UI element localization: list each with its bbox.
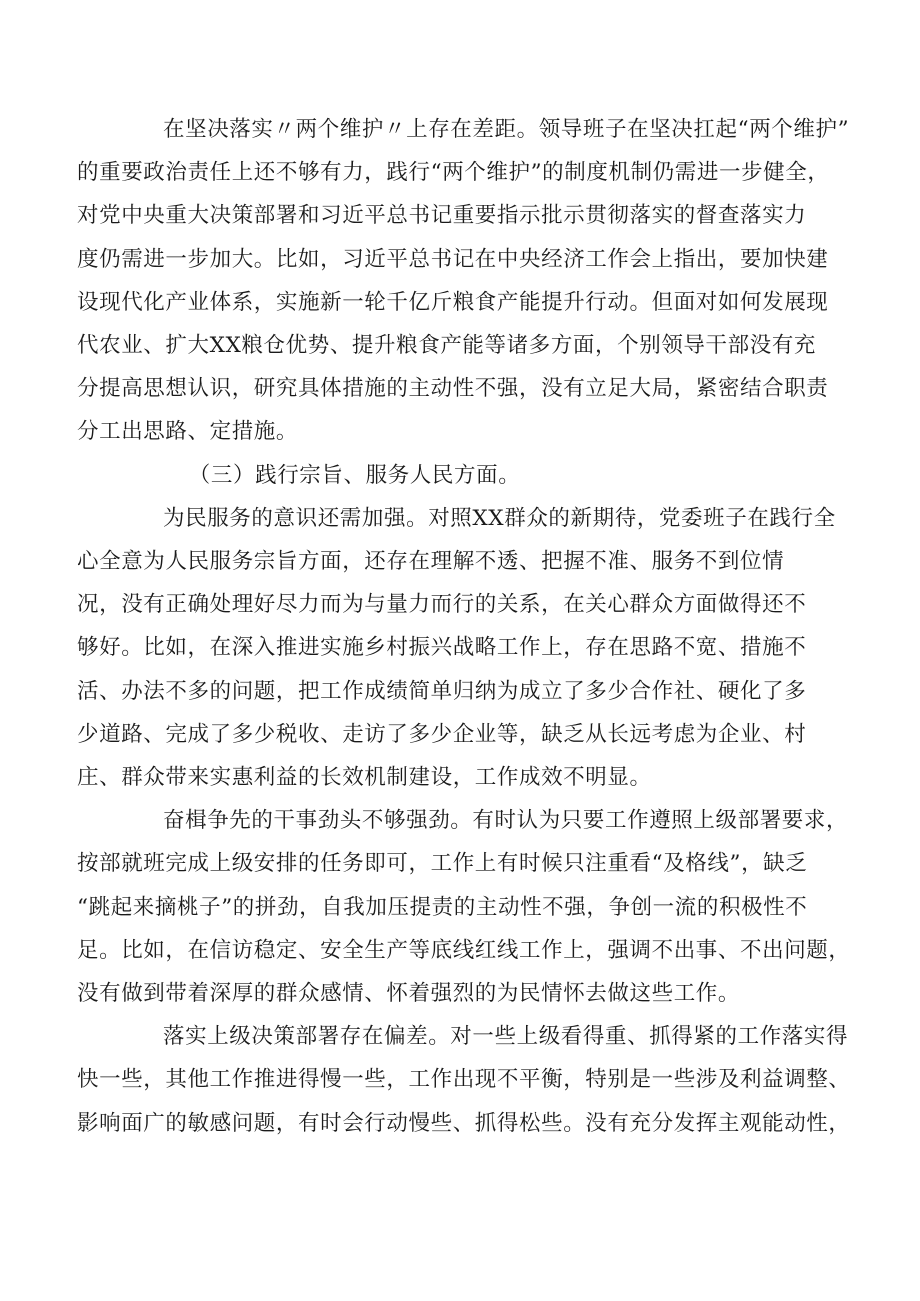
heading-line: （三）践行宗旨、服务人民方面。 xyxy=(188,462,521,488)
text-line: 影响面广的敏感问题，有时会行动慢些、抓得松些。没有充分发挥主观能动性， xyxy=(77,1110,851,1136)
text-line: 落实上级决策部署存在偏差。对一些上级看得重、抓得紧的工作落实得 xyxy=(163,1024,849,1050)
paragraph-service-awareness xyxy=(77,497,877,799)
text-line: 设现代化产业体系，实施新一轮千亿斤粮食产能提升行动。但面对如何发展现 xyxy=(77,289,829,315)
text-line: 为民服务的意识还需加强。对照XX群众的新期待，党委班子在践行全 xyxy=(163,505,836,531)
text-line: 奋楫争先的干事劲头不够强劲。有时认为只要工作遵照上级部署要求， xyxy=(163,808,849,834)
text-line: 庄、群众带来实惠利益的长效机制建设，工作成效不明显。 xyxy=(77,765,652,791)
text-line: 活、办法不多的问题，把工作成绩简单归纳为成立了多少合作社、硬化了多 xyxy=(77,678,807,704)
text-line: 分提高思想认识，研究具体措施的主动性不强，没有立足大局，紧密结合职责 xyxy=(77,376,829,402)
document-body xyxy=(77,108,877,1145)
text-line: 的重要政治责任上还不够有力，践行“两个维护”的制度机制仍需进一步健全， xyxy=(77,160,830,186)
text-line: 度仍需进一步加大。比如，习近平总书记在中央经济工作会上指出，要加快建 xyxy=(77,246,829,272)
section-heading-three xyxy=(77,454,877,497)
text-line: 在坚决落实〃两个维护〃上存在差距。领导班子在坚决扛起“两个维护” xyxy=(163,117,850,142)
text-line: 少道路、完成了多少税收、走访了多少企业等，缺乏从长远考虑为企业、村 xyxy=(77,721,807,747)
paragraph-implementation-gap xyxy=(77,1015,877,1145)
text-line: 足。比如，在信访稳定、安全生产等底线红线工作上，强调不出事、不出问题， xyxy=(77,937,851,963)
text-line: 快一些，其他工作推进得慢一些，工作出现不平衡，特别是一些涉及利益调整、 xyxy=(77,1067,851,1093)
text-line: 分工出思路、定措施。 xyxy=(77,419,299,445)
text-line: “跳起来摘桃子”的拼劲，自我加压提责的主动性不强，争创一流的积极性不 xyxy=(77,894,808,920)
text-line: 对党中央重大决策部署和习近平总书记重要指示批示贯彻落实的督查落实力 xyxy=(77,203,807,229)
text-line: 没有做到带着深厚的群众感情、怀着强烈的为民情怀去做这些工作。 xyxy=(77,981,741,1007)
text-line: 况，没有正确处理好尽力而为与量力而行的关系，在关心群众方面做得还不 xyxy=(77,592,807,618)
text-line: 心全意为人民服务宗旨方面，还存在理解不透、把握不准、服务不到位情 xyxy=(77,549,785,575)
text-line: 代农业、扩大XX粮仓优势、提升粮食产能等诸多方面，个别领导干部没有充 xyxy=(77,333,817,359)
text-line: 够好。比如，在深入推进实施乡村振兴战略工作上，存在思路不宽、措施不 xyxy=(77,635,807,661)
paragraph-two-safeguards xyxy=(77,108,877,454)
paragraph-work-drive xyxy=(77,799,877,1015)
text-line: 按部就班完成上级安排的任务即可，工作上有时候只注重看“及格线”，缺乏 xyxy=(77,851,808,877)
